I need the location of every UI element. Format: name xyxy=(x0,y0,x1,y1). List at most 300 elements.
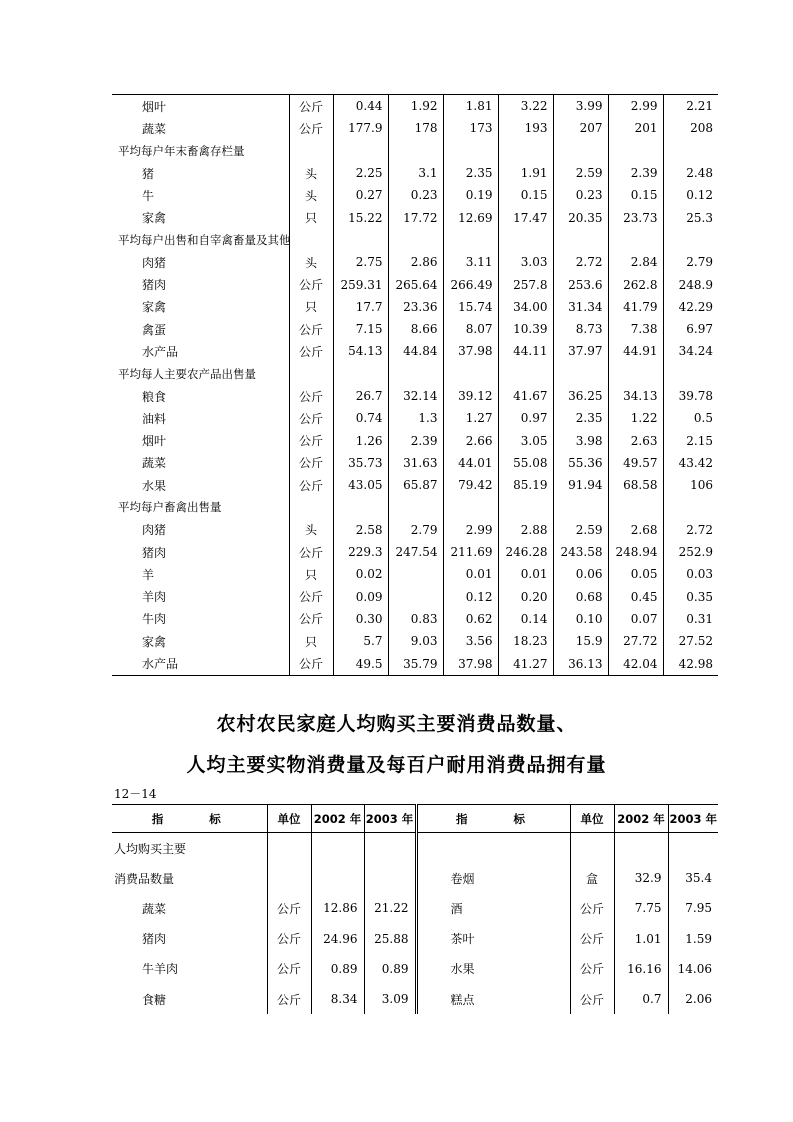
value-cell: 35.79 xyxy=(388,652,443,675)
value-cell: 243.58 xyxy=(553,541,608,563)
value-cell: 9.03 xyxy=(388,630,443,652)
section-label: 平均每户畜禽出售量 xyxy=(118,500,222,515)
unit-cell: 公斤 xyxy=(289,586,333,608)
value-2002-right: 7.75 xyxy=(614,893,668,923)
value-cell xyxy=(663,140,718,162)
value-cell: 0.31 xyxy=(663,608,718,630)
unit-cell: 公斤 xyxy=(289,452,333,474)
value-cell: 17.7 xyxy=(333,296,388,318)
unit-cell: 公斤 xyxy=(289,318,333,340)
table-row xyxy=(112,385,718,407)
table-row xyxy=(112,563,718,585)
value-cell: 0.02 xyxy=(333,563,388,585)
value-cell: 2.99 xyxy=(608,95,663,118)
indicator-name: 水产品 xyxy=(112,652,289,675)
table-row xyxy=(112,833,718,864)
indicator-name-left: 牛羊肉 xyxy=(142,962,179,977)
value-cell: 44.01 xyxy=(443,452,498,474)
table-row xyxy=(112,184,718,206)
unit-cell-right: 公斤 xyxy=(570,954,614,984)
unit-cell: 公斤 xyxy=(289,273,333,295)
value-cell: 2.25 xyxy=(333,162,388,184)
value-cell: 20.35 xyxy=(553,206,608,228)
value-cell: 247.54 xyxy=(388,541,443,563)
header-indicator-left: 指 标 xyxy=(112,805,267,833)
value-cell: 0.14 xyxy=(498,608,553,630)
value-2003-left xyxy=(364,833,416,864)
table-row xyxy=(112,474,718,496)
value-cell: 41.27 xyxy=(498,652,553,675)
unit-cell-left: 公斤 xyxy=(267,954,311,984)
value-cell xyxy=(333,496,388,518)
value-2002-left: 8.34 xyxy=(311,984,364,1014)
value-cell: 0.45 xyxy=(608,586,663,608)
table-code: 12－14 xyxy=(114,787,157,801)
value-cell: 0.35 xyxy=(663,586,718,608)
indicator-name: 家禽 xyxy=(142,634,167,649)
table-title-line-1: 农村农民家庭人均购买主要消费品数量、 xyxy=(216,713,577,735)
value-cell: 85.19 xyxy=(498,474,553,496)
indicator-name: 肉猪 xyxy=(142,255,167,270)
value-cell: 0.27 xyxy=(333,184,388,206)
value-cell: 32.14 xyxy=(388,385,443,407)
value-cell: 1.91 xyxy=(498,162,553,184)
value-cell: 0.03 xyxy=(663,563,718,585)
value-cell: 246.28 xyxy=(498,541,553,563)
value-2002-right: 0.7 xyxy=(614,984,668,1014)
value-cell: 15.9 xyxy=(553,630,608,652)
value-cell: 0.01 xyxy=(443,563,498,585)
value-cell: 31.63 xyxy=(388,452,443,474)
table-row xyxy=(112,652,718,675)
table-row xyxy=(112,95,718,118)
value-cell: 44.84 xyxy=(388,340,443,362)
value-cell: 0.44 xyxy=(333,95,388,118)
value-cell: 201 xyxy=(608,117,663,139)
unit-cell-right: 盒 xyxy=(570,863,614,893)
table-row xyxy=(112,519,718,541)
value-cell: 25.3 xyxy=(663,206,718,228)
value-cell: 2.15 xyxy=(663,429,718,451)
value-cell: 15.74 xyxy=(443,296,498,318)
value-cell: 3.05 xyxy=(498,429,553,451)
value-cell: 3.11 xyxy=(443,251,498,273)
value-2003-right: 35.4 xyxy=(668,863,718,893)
value-cell: 42.04 xyxy=(608,652,663,675)
unit-cell-left: 公斤 xyxy=(267,924,311,954)
indicator-name: 蔬菜 xyxy=(142,456,167,471)
header-unit-right: 单位 xyxy=(570,805,614,833)
unit-cell: 公斤 xyxy=(289,340,333,362)
value-cell: 2.63 xyxy=(608,429,663,451)
value-2002-right: 16.16 xyxy=(614,954,668,984)
value-cell: 44.91 xyxy=(608,340,663,362)
value-cell xyxy=(608,229,663,251)
value-cell: 0.74 xyxy=(333,407,388,429)
value-cell: 39.12 xyxy=(443,385,498,407)
table-row xyxy=(112,586,718,608)
unit-cell: 公斤 xyxy=(289,474,333,496)
value-cell: 106 xyxy=(663,474,718,496)
value-cell: 1.3 xyxy=(388,407,443,429)
value-2002-right xyxy=(614,833,668,864)
value-cell: 0.23 xyxy=(553,184,608,206)
value-cell xyxy=(553,140,608,162)
value-cell: 23.73 xyxy=(608,206,663,228)
unit-cell-left xyxy=(267,863,311,893)
value-cell: 3.98 xyxy=(553,429,608,451)
value-cell: 3.22 xyxy=(498,95,553,118)
unit-cell: 只 xyxy=(289,296,333,318)
indicator-name: 水果 xyxy=(142,478,167,493)
indicator-name: 禽蛋 xyxy=(142,322,167,337)
value-cell xyxy=(498,140,553,162)
indicator-name: 水产品 xyxy=(142,344,179,359)
table-row xyxy=(112,251,718,273)
value-cell: 0.09 xyxy=(333,586,388,608)
value-cell: 55.36 xyxy=(553,452,608,474)
value-cell: 41.67 xyxy=(498,385,553,407)
value-cell: 36.25 xyxy=(553,385,608,407)
value-cell: 177.9 xyxy=(333,117,388,139)
unit-cell: 公斤 xyxy=(289,117,333,139)
value-cell xyxy=(388,496,443,518)
consumption-table xyxy=(112,804,718,1014)
value-cell: 0.20 xyxy=(498,586,553,608)
value-2003-left: 25.88 xyxy=(364,924,416,954)
value-cell: 27.52 xyxy=(663,630,718,652)
indicator-name-left: 猪肉 xyxy=(142,932,167,947)
indicator-name-left: 人均购买主要 xyxy=(114,841,187,856)
value-cell: 49.57 xyxy=(608,452,663,474)
indicator-name: 猪肉 xyxy=(142,278,167,293)
header-indicator-right: 指 标 xyxy=(416,805,570,833)
unit-cell: 头 xyxy=(289,184,333,206)
unit-cell: 只 xyxy=(289,206,333,228)
value-cell: 2.99 xyxy=(443,519,498,541)
indicator-name: 猪 xyxy=(142,166,155,181)
value-cell: 193 xyxy=(498,117,553,139)
value-cell: 248.94 xyxy=(608,541,663,563)
value-2002-right: 32.9 xyxy=(614,863,668,893)
value-cell: 207 xyxy=(553,117,608,139)
unit-cell: 公斤 xyxy=(289,429,333,451)
value-cell: 211.69 xyxy=(443,541,498,563)
value-cell xyxy=(663,229,718,251)
value-cell: 3.03 xyxy=(498,251,553,273)
value-2003-right xyxy=(668,833,718,864)
indicator-name: 家禽 xyxy=(142,300,167,315)
value-cell: 2.35 xyxy=(443,162,498,184)
value-cell: 7.38 xyxy=(608,318,663,340)
unit-cell-left: 公斤 xyxy=(267,984,311,1014)
value-cell xyxy=(608,140,663,162)
value-cell: 0.10 xyxy=(553,608,608,630)
table-row xyxy=(112,608,718,630)
value-2002-left: 24.96 xyxy=(311,924,364,954)
value-cell xyxy=(443,229,498,251)
value-cell: 2.66 xyxy=(443,429,498,451)
indicator-name: 蔬菜 xyxy=(142,121,167,136)
value-cell: 7.15 xyxy=(333,318,388,340)
value-cell: 2.39 xyxy=(388,429,443,451)
section-row xyxy=(112,363,718,385)
value-cell: 3.56 xyxy=(443,630,498,652)
header-year-2003-right: 2003 年 xyxy=(668,805,718,833)
value-cell: 0.12 xyxy=(663,184,718,206)
value-cell: 54.13 xyxy=(333,340,388,362)
value-cell: 34.00 xyxy=(498,296,553,318)
unit-cell: 公斤 xyxy=(289,652,333,675)
value-cell: 1.22 xyxy=(608,407,663,429)
value-cell: 91.94 xyxy=(553,474,608,496)
value-cell: 35.73 xyxy=(333,452,388,474)
value-cell xyxy=(388,586,443,608)
indicator-name: 油料 xyxy=(142,411,167,426)
value-cell: 266.49 xyxy=(443,273,498,295)
value-cell: 2.39 xyxy=(608,162,663,184)
value-cell: 6.97 xyxy=(663,318,718,340)
value-cell: 44.11 xyxy=(498,340,553,362)
unit-cell: 公斤 xyxy=(289,407,333,429)
section-row xyxy=(112,140,718,162)
value-cell: 0.62 xyxy=(443,608,498,630)
value-cell: 3.1 xyxy=(388,162,443,184)
table-title-line-2: 人均主要实物消费量及每百户耐用消费品拥有量 xyxy=(186,754,607,776)
table-row xyxy=(112,407,718,429)
indicator-name-right: 茶叶 xyxy=(416,924,570,954)
value-cell: 37.98 xyxy=(443,340,498,362)
value-cell: 0.23 xyxy=(388,184,443,206)
value-cell: 229.3 xyxy=(333,541,388,563)
value-cell: 43.05 xyxy=(333,474,388,496)
value-cell: 2.75 xyxy=(333,251,388,273)
value-2003-right: 7.95 xyxy=(668,893,718,923)
value-cell: 68.58 xyxy=(608,474,663,496)
indicator-name: 牛肉 xyxy=(142,612,167,627)
indicator-name-left: 蔬菜 xyxy=(142,901,167,916)
value-cell: 31.34 xyxy=(553,296,608,318)
value-cell xyxy=(388,363,443,385)
indicator-name-right xyxy=(416,833,570,864)
section-label: 平均每户年末畜禽存栏量 xyxy=(118,143,245,158)
value-cell: 2.79 xyxy=(663,251,718,273)
table-row xyxy=(112,429,718,451)
value-cell xyxy=(498,229,553,251)
table-row xyxy=(112,630,718,652)
unit-cell xyxy=(289,363,333,385)
indicator-name: 羊 xyxy=(142,567,155,582)
indicator-name: 烟叶 xyxy=(112,95,289,118)
table-row xyxy=(112,924,718,954)
value-2003-left xyxy=(364,863,416,893)
indicator-name: 粮食 xyxy=(142,389,167,404)
value-2003-right: 1.59 xyxy=(668,924,718,954)
value-cell: 0.83 xyxy=(388,608,443,630)
unit-cell: 公斤 xyxy=(289,608,333,630)
unit-cell xyxy=(289,140,333,162)
indicator-name-right: 糕点 xyxy=(416,984,570,1014)
value-cell: 12.69 xyxy=(443,206,498,228)
value-cell: 0.15 xyxy=(498,184,553,206)
header-row xyxy=(112,805,718,833)
unit-cell: 公斤 xyxy=(289,95,333,118)
value-cell: 26.7 xyxy=(333,385,388,407)
value-cell: 259.31 xyxy=(333,273,388,295)
value-cell: 5.7 xyxy=(333,630,388,652)
indicator-name: 肉猪 xyxy=(142,523,167,538)
indicator-name: 羊肉 xyxy=(142,590,167,605)
unit-cell: 公斤 xyxy=(289,541,333,563)
value-cell: 2.72 xyxy=(553,251,608,273)
value-cell xyxy=(443,496,498,518)
value-cell: 37.98 xyxy=(443,652,498,675)
value-2003-left: 0.89 xyxy=(364,954,416,984)
livestock-continuation-table xyxy=(112,94,718,676)
value-cell: 41.79 xyxy=(608,296,663,318)
table-row xyxy=(112,206,718,228)
table-row xyxy=(112,954,718,984)
value-cell: 248.9 xyxy=(663,273,718,295)
unit-cell: 公斤 xyxy=(289,385,333,407)
table-row xyxy=(112,340,718,362)
value-cell xyxy=(553,229,608,251)
value-cell: 0.15 xyxy=(608,184,663,206)
value-cell xyxy=(388,563,443,585)
table-row xyxy=(112,984,718,1014)
table-row xyxy=(112,541,718,563)
table-row xyxy=(112,162,718,184)
value-cell: 27.72 xyxy=(608,630,663,652)
value-cell: 0.05 xyxy=(608,563,663,585)
value-cell: 2.79 xyxy=(388,519,443,541)
value-cell: 39.78 xyxy=(663,385,718,407)
value-cell: 0.07 xyxy=(608,608,663,630)
value-cell: 1.92 xyxy=(388,95,443,118)
value-cell: 0.68 xyxy=(553,586,608,608)
indicator-name-right: 酒 xyxy=(416,893,570,923)
value-2003-left: 3.09 xyxy=(364,984,416,1014)
table-row xyxy=(112,117,718,139)
value-cell xyxy=(553,363,608,385)
value-cell: 2.35 xyxy=(553,407,608,429)
unit-cell-left xyxy=(267,833,311,864)
unit-cell: 只 xyxy=(289,563,333,585)
value-2003-right: 14.06 xyxy=(668,954,718,984)
unit-cell: 只 xyxy=(289,630,333,652)
value-cell: 17.47 xyxy=(498,206,553,228)
unit-cell: 头 xyxy=(289,251,333,273)
value-cell xyxy=(443,140,498,162)
indicator-name-right: 卷烟 xyxy=(416,863,570,893)
value-cell: 3.99 xyxy=(553,95,608,118)
indicator-name: 牛 xyxy=(142,188,155,203)
value-cell: 257.8 xyxy=(498,273,553,295)
value-cell: 1.81 xyxy=(443,95,498,118)
value-cell xyxy=(333,140,388,162)
value-cell xyxy=(333,229,388,251)
header-year-2003-left: 2003 年 xyxy=(364,805,416,833)
value-cell xyxy=(663,363,718,385)
section-label: 平均每人主要农产品出售量 xyxy=(118,366,256,381)
value-cell: 8.73 xyxy=(553,318,608,340)
header-year-2002-right: 2002 年 xyxy=(614,805,668,833)
unit-cell xyxy=(289,229,333,251)
value-cell: 2.72 xyxy=(663,519,718,541)
value-cell: 34.13 xyxy=(608,385,663,407)
value-cell: 0.19 xyxy=(443,184,498,206)
value-cell: 253.6 xyxy=(553,273,608,295)
header-year-2002-left: 2002 年 xyxy=(311,805,364,833)
value-2002-left: 0.89 xyxy=(311,954,364,984)
indicator-name: 猪肉 xyxy=(142,545,167,560)
value-cell: 49.5 xyxy=(333,652,388,675)
section-row xyxy=(112,496,718,518)
unit-cell xyxy=(289,496,333,518)
value-cell: 208 xyxy=(663,117,718,139)
value-cell: 0.06 xyxy=(553,563,608,585)
value-cell: 2.21 xyxy=(663,95,718,118)
value-2003-right: 2.06 xyxy=(668,984,718,1014)
value-cell xyxy=(333,363,388,385)
value-cell: 37.97 xyxy=(553,340,608,362)
value-cell: 178 xyxy=(388,117,443,139)
table-row xyxy=(112,863,718,893)
value-cell: 8.66 xyxy=(388,318,443,340)
value-2002-left xyxy=(311,863,364,893)
unit-cell-right: 公斤 xyxy=(570,924,614,954)
value-cell: 265.64 xyxy=(388,273,443,295)
value-cell xyxy=(498,496,553,518)
indicator-name: 家禽 xyxy=(142,211,167,226)
value-cell: 8.07 xyxy=(443,318,498,340)
value-cell: 65.87 xyxy=(388,474,443,496)
value-cell: 79.42 xyxy=(443,474,498,496)
value-cell: 1.27 xyxy=(443,407,498,429)
value-2002-left: 12.86 xyxy=(311,893,364,923)
unit-cell-right: 公斤 xyxy=(570,893,614,923)
unit-cell-right: 公斤 xyxy=(570,984,614,1014)
value-cell: 0.01 xyxy=(498,563,553,585)
value-cell: 252.9 xyxy=(663,541,718,563)
value-cell: 10.39 xyxy=(498,318,553,340)
value-cell: 0.97 xyxy=(498,407,553,429)
value-cell: 2.59 xyxy=(553,162,608,184)
value-cell: 18.23 xyxy=(498,630,553,652)
unit-cell: 头 xyxy=(289,519,333,541)
value-cell: 42.98 xyxy=(663,652,718,675)
unit-cell-left: 公斤 xyxy=(267,893,311,923)
value-cell: 2.58 xyxy=(333,519,388,541)
value-cell: 55.08 xyxy=(498,452,553,474)
value-2002-right: 1.01 xyxy=(614,924,668,954)
value-cell: 23.36 xyxy=(388,296,443,318)
section-row xyxy=(112,229,718,251)
value-cell: 2.86 xyxy=(388,251,443,273)
table-row xyxy=(112,452,718,474)
value-cell: 0.30 xyxy=(333,608,388,630)
indicator-name: 烟叶 xyxy=(142,434,167,449)
value-cell: 43.42 xyxy=(663,452,718,474)
value-cell: 15.22 xyxy=(333,206,388,228)
value-cell: 17.72 xyxy=(388,206,443,228)
indicator-name-left: 食糖 xyxy=(142,992,167,1007)
table-row xyxy=(112,893,718,923)
value-cell: 262.8 xyxy=(608,273,663,295)
section-label: 平均每户出售和自宰禽畜量及其他 xyxy=(118,232,291,247)
value-cell xyxy=(443,363,498,385)
value-cell: 2.68 xyxy=(608,519,663,541)
